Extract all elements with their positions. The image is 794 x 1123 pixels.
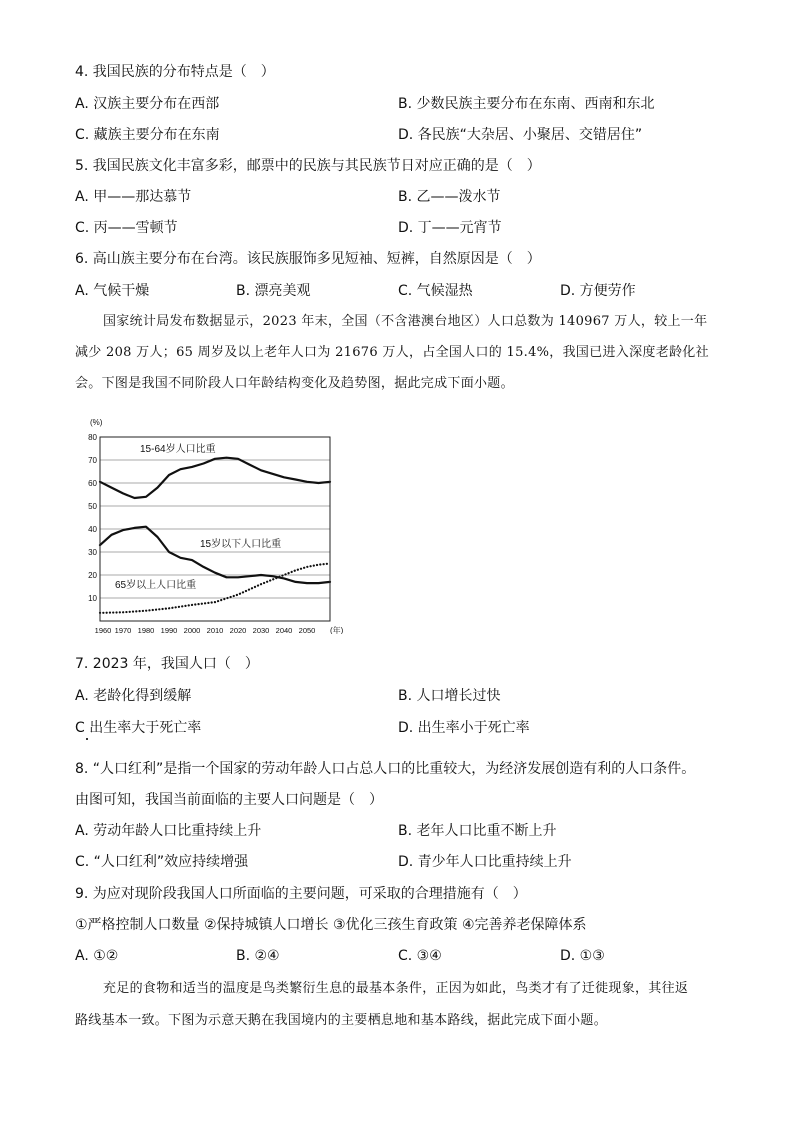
y-tick-50: 50: [88, 502, 97, 511]
q8-option-b[interactable]: B. 老年人口比重不断上升: [398, 823, 557, 839]
series-line-0: [100, 458, 330, 498]
stray-mark: [86, 738, 88, 740]
y-tick-40: 40: [88, 525, 97, 534]
q9-stem: 9. 为应对现阶段我国人口所面临的主要问题，可采取的合理措施有（ ）: [75, 886, 527, 902]
q9-option-b[interactable]: B. ②④: [236, 948, 280, 964]
y-axis-ticks: [88, 433, 97, 603]
population-age-structure-chart: [82, 412, 352, 634]
q9-option-d[interactable]: D. ①③: [560, 948, 605, 964]
y-tick-20: 20: [88, 571, 97, 580]
q9-items: ①严格控制人口数量 ②保持城镇人口增长 ③优化三孩生育政策 ④完善养老保障体系: [75, 917, 587, 933]
y-tick-30: 30: [88, 548, 97, 557]
q5-stem: 5. 我国民族文化丰富多彩，邮票中的民族与其民族节日对应正确的是（ ）: [75, 158, 541, 174]
passage2-line1: 充足的食物和适当的温度是鸟类繁衍生息的最基本条件，正因为如此，鸟类才有了迁徙现象，其往返: [103, 981, 689, 996]
q7-option-d[interactable]: D. 出生率小于死亡率: [398, 720, 530, 736]
q4-option-c[interactable]: C. 藏族主要分布在东南: [75, 127, 220, 143]
q6-option-a[interactable]: A. 气候干燥: [75, 283, 150, 299]
q7-option-c[interactable]: C 出生率大于死亡率: [75, 720, 202, 736]
x-tick-1960: 1960: [94, 626, 112, 634]
q9-option-a[interactable]: A. ①②: [75, 948, 119, 964]
q5-option-b[interactable]: B. 乙——泼水节: [398, 189, 501, 205]
q6-option-d[interactable]: D. 方便劳作: [560, 283, 636, 299]
q7-option-b[interactable]: B. 人口增长过快: [398, 688, 501, 704]
q8-option-a[interactable]: A. 劳动年龄人口比重持续上升: [75, 823, 262, 839]
passage2-line2: 路线基本一致。下图为示意天鹅在我国境内的主要栖息地和基本路线，据此完成下面小题。: [75, 1013, 608, 1028]
q4-option-d[interactable]: D. 各民族“大杂居、小聚居、交错居住”: [398, 127, 643, 143]
passage1-line2: 减少 208 万人；65 周岁及以上老年人口为 21676 万人，占全国人口的 15.4%，我国已进入深度老龄化社: [75, 345, 709, 360]
label-over-65: 65岁以上人口比重: [115, 580, 197, 591]
y-tick-70: 70: [88, 456, 97, 465]
q6-option-b[interactable]: B. 漂亮美观: [236, 283, 311, 299]
x-tick-2040: 2040: [275, 626, 293, 634]
series-line-1: [100, 527, 330, 583]
q8-option-c[interactable]: C. “人口红利”效应持续增强: [75, 854, 249, 870]
q5-option-c[interactable]: C. 丙——雪顿节: [75, 220, 178, 236]
x-tick-1970: 1970: [114, 626, 132, 634]
q6-option-c[interactable]: C. 气候湿热: [398, 283, 473, 299]
x-tick-1990: 1990: [160, 626, 178, 634]
passage1-line1: 国家统计局发布数据显示，2023 年末，全国（不含港澳台地区）人口总数为 140967 万人，较上一年: [103, 314, 708, 329]
y-unit-label: (%): [90, 418, 103, 427]
q7-stem: 7. 2023 年，我国人口（ ）: [75, 656, 259, 672]
passage1-line3: 会。下图是我国不同阶段人口年龄结构变化及趋势图，据此完成下面小题。: [75, 376, 514, 391]
q4-stem: 4. 我国民族的分布特点是（ ）: [75, 64, 275, 80]
x-tick-2010: 2010: [206, 626, 224, 634]
y-tick-10: 10: [88, 594, 97, 603]
x-tick-2050: 2050: [298, 626, 316, 634]
y-tick-60: 60: [88, 479, 97, 488]
x-tick-2000: 2000: [183, 626, 201, 634]
x-tick-1980: 1980: [137, 626, 155, 634]
x-axis-ticks: [95, 626, 316, 634]
label-under-15: 15岁以下人口比重: [200, 539, 282, 550]
q8-stem-line1: 8. “人口红利”是指一个国家的劳动年龄人口占总人口的比重较大，为经济发展创造有利的人口条件。: [75, 761, 696, 777]
q4-option-b[interactable]: B. 少数民族主要分布在东南、西南和东北: [398, 96, 655, 112]
q5-option-d[interactable]: D. 丁——元宵节: [398, 220, 502, 236]
q6-stem: 6. 高山族主要分布在台湾。该民族服饰多见短袖、短裤，自然原因是（ ）: [75, 251, 541, 267]
q7-option-a[interactable]: A. 老龄化得到缓解: [75, 688, 192, 704]
q5-option-a[interactable]: A. 甲——那达慕节: [75, 189, 192, 205]
x-tick-2020: 2020: [229, 626, 247, 634]
y-tick-80: 80: [88, 433, 97, 442]
x-tick-2030: 2030: [252, 626, 270, 634]
q8-option-d[interactable]: D. 青少年人口比重持续上升: [398, 854, 572, 870]
q9-option-c[interactable]: C. ③④: [398, 948, 442, 964]
q8-stem-line2: 由图可知，我国当前面临的主要人口问题是（ ）: [75, 792, 383, 808]
x-unit-label: (年): [330, 626, 344, 634]
label-working-age: 15-64岁人口比重: [140, 444, 216, 455]
q4-option-a[interactable]: A. 汉族主要分布在西部: [75, 96, 220, 112]
